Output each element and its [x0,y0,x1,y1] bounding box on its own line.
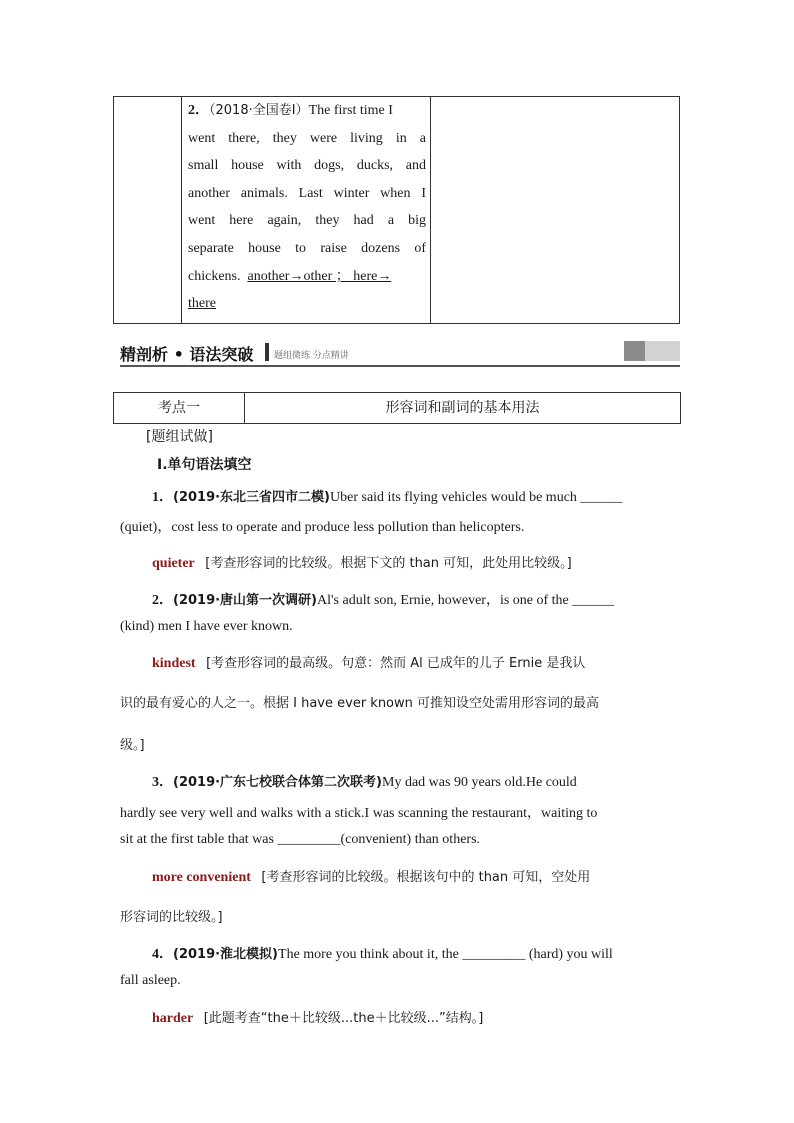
header-tab-dark [624,341,645,361]
item-answer: quieter [152,556,195,571]
item-text: My dad was 90 years old.He could [382,775,577,790]
item-answer: harder [152,1011,194,1026]
header-bar [265,343,269,361]
q2-line-1: went there, they were living in a [188,130,426,146]
section-title: 精剖析 • 语法突破 [120,345,254,364]
item-num: 4． [152,947,173,962]
item-3-line-2: hardly see very well and walks with a stick.I was scanning the restaurant，waiting to [120,806,598,821]
item-1-answer-line [152,552,572,572]
item-4-line-2: fall asleep. [120,973,181,988]
q2-line-4: went here again, they had a big [188,213,426,229]
section-subtitle: 题组微练 分点精讲 [274,351,349,361]
item-1-line-1 [152,486,622,506]
item-text: Al's adult son, Ernie, however，is one of the ______ [317,593,615,608]
table-divider [430,97,431,323]
item-2-explanation-3: 级。] [120,738,145,753]
item-text: The more you think about it, the _________ (hard) you will [278,947,613,962]
item-2-explanation-2: 识的最有爱心的人之一。根据 I have ever known 可推知设空处需用形容词的最高 [120,696,600,711]
header-tab-light [645,341,680,361]
q2-table [113,96,680,324]
q2-line-3: another animals. Last winter when I [188,185,426,201]
item-answer: kindest [152,656,196,671]
q2-line-0: The first time I [308,103,393,118]
item-answer: more convenient [152,870,251,885]
item-1-line-2: (quiet)，cost less to operate and produce less pollution than helicopters. [120,520,525,535]
item-3-answer-line [152,866,590,886]
item-num: 2． [152,593,173,608]
q2-number: 2 [188,103,195,118]
q2-correction: another→other ； here→ [247,268,392,284]
kaodian-table [113,392,681,424]
item-num: 3． [152,775,173,790]
section-header [120,341,680,367]
item-explanation: [考查形容词的比较级。根据该句中的 than 可知，空处用 [261,870,591,885]
item-num: 1． [152,490,173,505]
item-2-line-1 [152,589,614,609]
part-label: Ⅰ.单句语法填空 [157,457,252,473]
item-source: (2019·唐山第一次调研) [173,593,318,608]
item-explanation: [此题考查“the＋比较级...the＋比较级...”结构。] [203,1011,484,1026]
practice-label: [题组试做] [146,429,213,445]
item-source: (2019·淮北模拟) [173,947,279,962]
item-2-line-2: (kind) men I have ever known. [120,619,293,634]
item-3-line-1 [152,771,577,791]
q2-correction-cont: there [188,296,216,312]
item-explanation: [考查形容词的比较级。根据下文的 than 可知，此处用比较级。] [205,556,572,571]
item-4-answer-line [152,1007,483,1027]
item-2-answer-line [152,652,585,672]
q2-source: （2018·全国卷Ⅰ） [209,103,309,118]
item-text: Uber said its flying vehicles would be much ______ [330,490,623,505]
kaodian-topic: 形容词和副词的基本用法 [385,400,540,416]
q2-line-5: separate house to raise dozens of [188,240,426,256]
item-4-line-1 [152,943,613,963]
item-3-line-3: sit at the first table that was _________(convenient) than others. [120,832,481,847]
q2-line-6: chickens. [188,268,241,284]
item-source: (2019·东北三省四市二模) [173,490,331,505]
q2-text: 2．（2018·全国卷Ⅰ）The first time I went there, they were living in a small house with dogs, ducks, and another animals. Last winter when I went here again, they had a big separate house to raise dozens of chickens. another→other ； here→ there [188,97,426,318]
item-explanation: [考查形容词的最高级。句意：然而 Al 已成年的儿子 Ernie 是我认 [206,656,586,671]
item-source: (2019·广东七校联合体第二次联考) [173,775,383,790]
q2-line-2: small house with dogs, ducks, and [188,158,426,174]
kaodian-label: 考点一 [114,393,245,423]
item-3-explanation-2: 形容词的比较级。] [120,910,223,925]
table-divider [181,97,182,323]
